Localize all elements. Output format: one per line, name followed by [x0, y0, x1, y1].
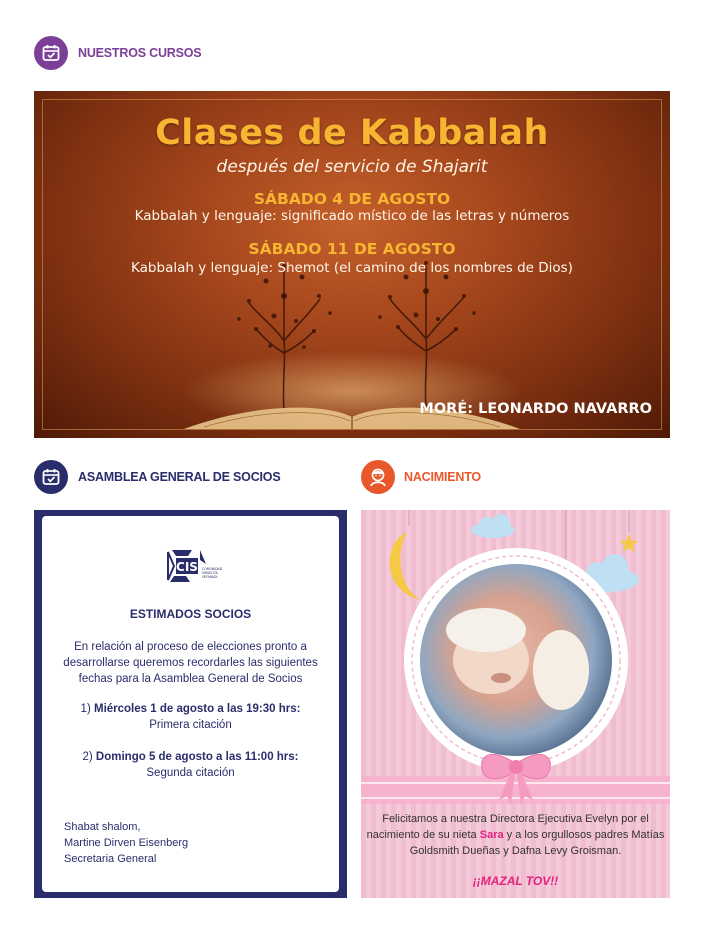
signature-greeting: Shabat shalom, [64, 821, 141, 833]
banner-title: Clases de Kabbalah [155, 113, 549, 153]
nacimiento-section-icon [361, 460, 395, 494]
session-1-topic: Kabbalah y lenguaje: significado místico de las letras y números [134, 208, 570, 224]
item-2-date: Domingo 5 de agosto a las 11:00 hrs: [95, 751, 299, 763]
svg-text:CIS: CIS [176, 560, 198, 574]
asamblea-item-2 [42, 750, 339, 766]
asamblea-section-title: ASAMBLEA GENERAL DE SOCIOS [78, 470, 281, 484]
courses-section-icon [34, 36, 68, 70]
calendar-check-icon [41, 43, 61, 63]
baby-name: Sara [479, 829, 504, 841]
birth-text-1: Felicitamos a nuestra Directora Ejecutiva Evelyn por el [382, 813, 649, 825]
asamblea-item-1 [42, 702, 339, 718]
item-1-label: Primera citación [149, 719, 232, 731]
item-1-date: Miércoles 1 de agosto a las 19:30 hrs: [93, 703, 301, 715]
birth-text-2 [361, 828, 670, 844]
asamblea-intro-3: fechas para la Asamblea General de Socios [78, 673, 303, 685]
mazal-tov: ¡¡MAZAL TOV!! [472, 874, 559, 888]
session-2-date: SÁBADO 11 DE AGOSTO [248, 240, 456, 258]
birth-text-3: Goldsmith Dueñas y Dafna Levy Groisman. [409, 845, 622, 857]
birth-text-2-post: y a los orgullosos padres Matías [503, 829, 665, 841]
svg-text:COMUNIDAD: COMUNIDAD [202, 567, 223, 571]
session-2-topic: Kabbalah y lenguaje: Shemot (el camino de los nombres de Dios) [131, 260, 573, 276]
item-2-num: 2) [82, 751, 93, 763]
kabbalah-banner [34, 91, 670, 438]
svg-text:SEFARADI: SEFARADI [202, 575, 218, 579]
calendar-check-icon [41, 467, 61, 487]
item-2-label: Segunda citación [146, 767, 235, 779]
cis-logo-icon [166, 546, 230, 586]
asamblea-intro-1: En relación al proceso de elecciones pronto a [74, 641, 307, 653]
asamblea-section-icon [34, 460, 68, 494]
svg-text:ISRAELITA: ISRAELITA [202, 571, 218, 575]
signature-title: Secretaria General [64, 853, 157, 865]
banner-subtitle: después del servicio de Shajarit [216, 157, 488, 177]
asamblea-heading: ESTIMADOS SOCIOS [129, 607, 252, 621]
asamblea-intro-2: desarrollarse queremos recordarles las siguientes [63, 657, 318, 669]
nacimiento-section-title: NACIMIENTO [404, 470, 481, 484]
nacimiento-card [361, 510, 670, 898]
session-1-date: SÁBADO 4 DE AGOSTO [253, 190, 451, 208]
banner-teacher: MORÉ: LEONARDO NAVARRO [419, 401, 652, 417]
signature-name: Martine Dirven Eisenberg [64, 837, 189, 849]
birth-text-2-pre: nacimiento de su nieta [366, 829, 480, 841]
courses-section-title: NUESTROS CURSOS [78, 46, 202, 60]
item-1-num: 1) [80, 703, 91, 715]
asamblea-card [34, 510, 347, 898]
baby-icon [367, 466, 389, 488]
